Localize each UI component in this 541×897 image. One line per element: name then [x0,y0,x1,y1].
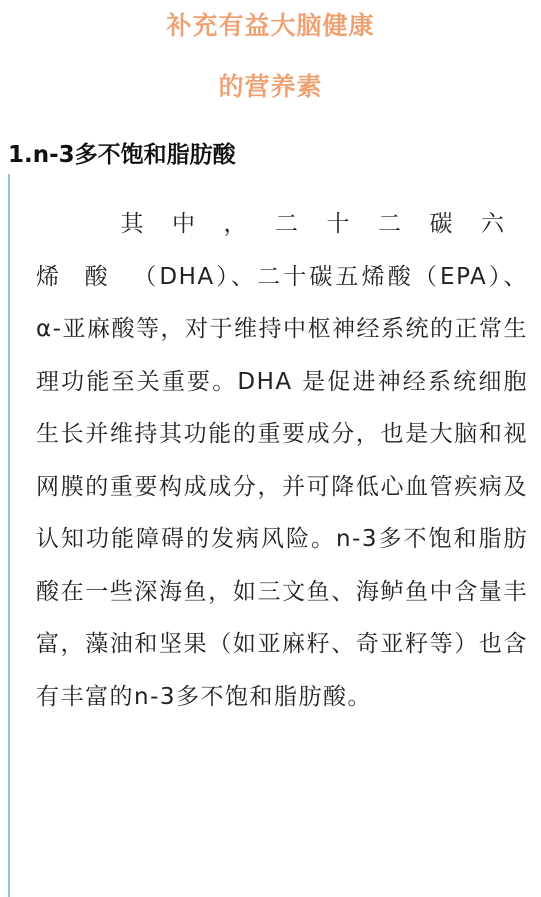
paragraph-body-text: （DHA）、二十碳五烯酸（EPA）、α-亚麻酸等，对于维持中枢神经系统的正常生理功能至关重要。DHA 是促进神经系统细胞生长并维持其功能的重要成分，也是大脑和视网膜的重要构成成分，并可降低心血管疾病及认知功能障碍的发病风险。n-3多不饱和脂肪酸在一些深海鱼，如三文鱼、海鲈鱼中含量丰富，藻油和坚果（如亚麻籽、奇亚籽等）也含有丰富的n-3多不饱和脂肪酸。 [36,263,528,710]
paragraph-lead-text: 其中，二十二碳六烯酸 [36,211,528,290]
article-title-line2: 的营养素 [218,72,323,101]
side-rule-divider [8,174,10,897]
article-title-line1: 补充有益大脑健康 [166,11,375,40]
section-paragraph [36,198,528,723]
section-heading: 1.n-3多不饱和脂肪酸 [8,142,236,168]
